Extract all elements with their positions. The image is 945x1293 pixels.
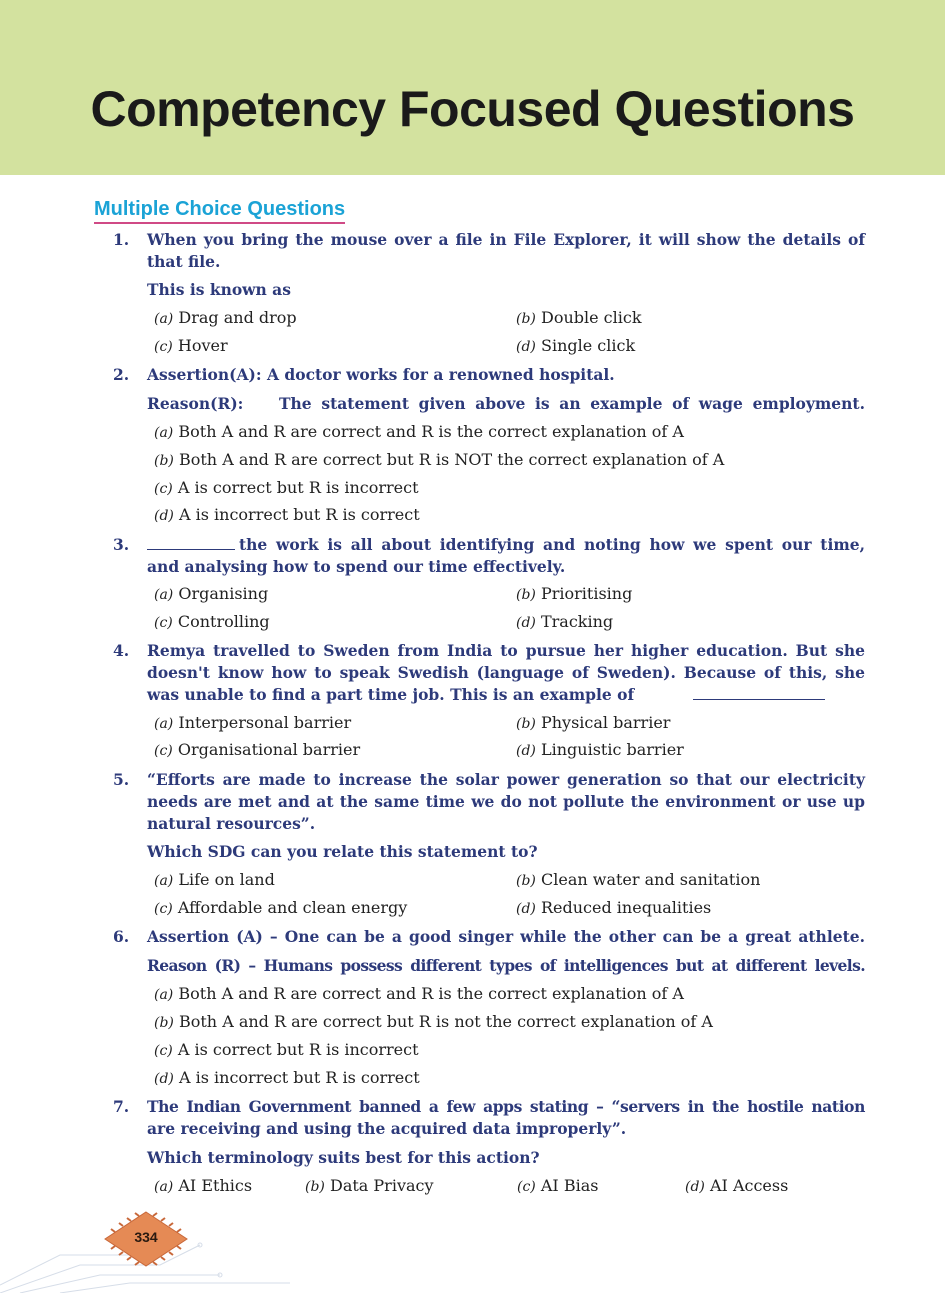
question-number: 4.	[113, 641, 130, 660]
question-text-line: The Indian Government banned a few apps stating – “servers in the hostile nation	[147, 1097, 865, 1116]
option-letter: (c)	[154, 481, 173, 497]
assertion-text: Assertion (A) – One can be a good singer while the other can be a great athlete.	[147, 927, 865, 946]
option-a[interactable]	[154, 712, 351, 735]
option-text: Both A and R are correct but R is NOT the correct explanation of A	[178, 450, 725, 469]
question-number: 3.	[113, 535, 130, 554]
option-d[interactable]	[516, 611, 613, 634]
option-d[interactable]	[154, 1067, 420, 1090]
option-text: Controlling	[177, 612, 270, 631]
question-text-line: needs are met and at the same time we do not pollute the environment or use up	[147, 792, 865, 811]
question-number: 7.	[113, 1097, 130, 1116]
option-text: Organising	[178, 584, 269, 603]
option-text: Physical barrier	[540, 713, 671, 732]
option-letter: (a)	[154, 873, 174, 889]
question-text-line: doesn't know how to speak Swedish (language of Sweden). Because of this, she	[147, 663, 865, 682]
option-text: AI Bias	[540, 1176, 599, 1195]
option-a[interactable]	[154, 869, 275, 892]
page-number: 334	[134, 1229, 158, 1245]
option-c[interactable]	[154, 611, 270, 634]
option-text: Organisational barrier	[177, 740, 361, 759]
option-text: Both A and R are correct but R is not the correct explanation of A	[178, 1012, 713, 1031]
question-text-line: the work is all about identifying and noting how we spent our time,	[239, 535, 865, 554]
option-text: A is incorrect but R is correct	[178, 1068, 420, 1087]
option-text: Life on land	[178, 870, 275, 889]
option-d[interactable]	[685, 1175, 788, 1198]
option-a[interactable]	[154, 421, 684, 444]
option-text: AI Ethics	[178, 1176, 253, 1195]
question-text-line: and analysing how to spend our time effectively.	[147, 557, 566, 576]
option-letter: (a)	[154, 716, 174, 732]
option-d[interactable]	[516, 335, 635, 358]
option-b[interactable]	[516, 583, 632, 606]
option-c[interactable]	[154, 1039, 419, 1062]
option-d[interactable]	[516, 897, 711, 920]
option-letter: (d)	[516, 901, 536, 917]
question-text-line: When you bring the mouse over a file in File Explorer, it will show the details of	[147, 230, 865, 249]
option-letter: (a)	[154, 987, 174, 1003]
option-letter: (d)	[154, 1071, 174, 1087]
option-text: Clean water and sanitation	[540, 870, 761, 889]
option-d[interactable]	[154, 504, 420, 527]
option-letter: (d)	[516, 339, 536, 355]
option-b[interactable]	[305, 1175, 434, 1198]
option-letter: (b)	[516, 716, 536, 732]
option-c[interactable]	[154, 739, 360, 762]
option-letter: (c)	[517, 1179, 536, 1195]
question-number: 6.	[113, 927, 130, 946]
option-text: Drag and drop	[178, 308, 297, 327]
page-title: Competency Focused Questions	[90, 81, 855, 137]
question-number: 5.	[113, 770, 130, 789]
option-text: Affordable and clean energy	[177, 898, 408, 917]
question-text-line: are receiving and using the acquired data improperly”.	[147, 1119, 627, 1138]
option-text: Both A and R are correct and R is the correct explanation of A	[178, 984, 684, 1003]
question-prompt: This is known as	[147, 280, 291, 299]
option-c[interactable]	[154, 477, 419, 500]
reason-text: The statement given above is an example of wage employment.	[279, 394, 865, 413]
option-letter: (a)	[154, 1179, 174, 1195]
option-letter: (b)	[154, 1015, 174, 1031]
option-letter: (d)	[516, 615, 536, 631]
option-c[interactable]	[154, 897, 407, 920]
option-text: Prioritising	[540, 584, 633, 603]
option-text: Linguistic barrier	[540, 740, 684, 759]
option-a[interactable]	[154, 583, 268, 606]
question-text-line: “Efforts are made to increase the solar power generation so that our electricity	[147, 770, 865, 789]
option-letter: (b)	[154, 453, 174, 469]
option-d[interactable]	[516, 739, 684, 762]
option-letter: (c)	[154, 339, 173, 355]
option-letter: (b)	[516, 873, 536, 889]
section-heading: Multiple Choice Questions	[94, 197, 345, 224]
option-text: Tracking	[540, 612, 614, 631]
option-text: Interpersonal barrier	[178, 713, 352, 732]
question-prompt: Which SDG can you relate this statement to?	[147, 842, 538, 861]
option-letter: (d)	[685, 1179, 705, 1195]
option-letter: (c)	[154, 1043, 173, 1059]
reason-label: Reason(R):	[147, 394, 244, 413]
option-b[interactable]	[154, 449, 724, 472]
question-text-line: Remya travelled to Sweden from India to pursue her higher education. But she	[147, 641, 865, 660]
option-a[interactable]	[154, 1175, 252, 1198]
option-b[interactable]	[516, 712, 670, 735]
option-letter: (a)	[154, 587, 174, 603]
option-text: A is correct but R is incorrect	[177, 1040, 419, 1059]
option-text: Data Privacy	[329, 1176, 434, 1195]
option-letter: (d)	[154, 508, 174, 524]
option-text: A is incorrect but R is correct	[178, 505, 420, 524]
fill-blank	[693, 684, 827, 706]
option-text: Double click	[540, 308, 642, 327]
option-letter: (a)	[154, 425, 174, 441]
option-letter: (b)	[516, 587, 536, 603]
question-number: 1.	[113, 230, 130, 249]
option-text: Reduced inequalities	[540, 898, 712, 917]
question-text-line: natural resources”.	[147, 814, 316, 833]
option-c[interactable]	[154, 335, 228, 358]
question-text-line: that file.	[147, 252, 221, 271]
option-letter: (b)	[516, 311, 536, 327]
option-text: Both A and R are correct and R is the correct explanation of A	[178, 422, 684, 441]
option-b[interactable]	[154, 1011, 713, 1034]
assertion-text: Assertion(A): A doctor works for a renowned hospital.	[147, 365, 615, 384]
option-text: Hover	[177, 336, 228, 355]
fill-blank	[147, 534, 237, 556]
option-letter: (c)	[154, 901, 173, 917]
question-text-line: was unable to find a part time job. This is an example of	[147, 685, 635, 704]
option-letter: (c)	[154, 743, 173, 759]
option-letter: (d)	[516, 743, 536, 759]
question-prompt: Which terminology suits best for this action?	[147, 1148, 540, 1167]
option-text: A is correct but R is incorrect	[177, 478, 419, 497]
option-letter: (a)	[154, 311, 174, 327]
option-b[interactable]	[516, 307, 642, 330]
option-letter: (b)	[305, 1179, 325, 1195]
reason-text: Reason (R) – Humans possess different types of intelligences but at different levels.	[147, 956, 865, 975]
option-a[interactable]	[154, 307, 297, 330]
option-text: AI Access	[709, 1176, 789, 1195]
option-letter: (c)	[154, 615, 173, 631]
option-a[interactable]	[154, 983, 684, 1006]
option-c[interactable]	[517, 1175, 598, 1198]
question-number: 2.	[113, 365, 130, 384]
option-text: Single click	[540, 336, 636, 355]
option-b[interactable]	[516, 869, 760, 892]
